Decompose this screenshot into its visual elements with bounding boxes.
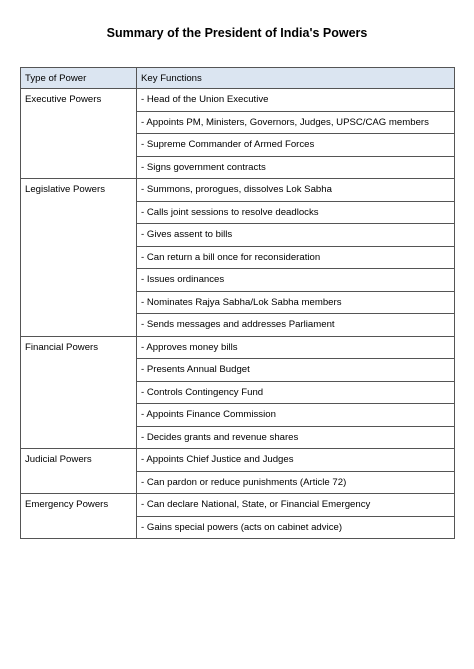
power-type-cell: Legislative Powers	[21, 179, 137, 337]
power-type-cell: Judicial Powers	[21, 449, 137, 494]
function-cell: - Calls joint sessions to resolve deadlocks	[137, 201, 455, 224]
table-row	[21, 89, 455, 112]
function-cell: - Can pardon or reduce punishments (Article 72)	[137, 471, 455, 494]
power-type-cell: Financial Powers	[21, 336, 137, 449]
table-row	[21, 336, 455, 359]
header-key-functions: Key Functions	[137, 68, 455, 89]
power-type-cell: Emergency Powers	[21, 494, 137, 539]
function-cell: - Signs government contracts	[137, 156, 455, 179]
function-cell: - Sends messages and addresses Parliament	[137, 314, 455, 337]
table-body	[21, 89, 455, 539]
function-cell: - Issues ordinances	[137, 269, 455, 292]
function-cell: - Head of the Union Executive	[137, 89, 455, 112]
function-cell: - Supreme Commander of Armed Forces	[137, 134, 455, 157]
function-cell: - Appoints Finance Commission	[137, 404, 455, 427]
function-cell: - Approves money bills	[137, 336, 455, 359]
powers-table	[20, 67, 455, 539]
table-header-row	[21, 68, 455, 89]
power-type-cell: Executive Powers	[21, 89, 137, 179]
table-row	[21, 494, 455, 517]
function-cell: - Can return a bill once for reconsideration	[137, 246, 455, 269]
function-cell: - Appoints Chief Justice and Judges	[137, 449, 455, 472]
function-cell: - Gives assent to bills	[137, 224, 455, 247]
table-row	[21, 179, 455, 202]
function-cell: - Presents Annual Budget	[137, 359, 455, 382]
function-cell: - Summons, prorogues, dissolves Lok Sabha	[137, 179, 455, 202]
function-cell: - Controls Contingency Fund	[137, 381, 455, 404]
function-cell: - Nominates Rajya Sabha/Lok Sabha members	[137, 291, 455, 314]
function-cell: - Can declare National, State, or Financial Emergency	[137, 494, 455, 517]
document-title: Summary of the President of India's Powers	[106, 26, 368, 40]
function-cell: - Gains special powers (acts on cabinet advice)	[137, 516, 455, 539]
function-cell: - Decides grants and revenue shares	[137, 426, 455, 449]
table-row	[21, 449, 455, 472]
function-cell: - Appoints PM, Ministers, Governors, Judges, UPSC/CAG members	[137, 111, 455, 134]
header-type-of-power: Type of Power	[21, 68, 137, 89]
